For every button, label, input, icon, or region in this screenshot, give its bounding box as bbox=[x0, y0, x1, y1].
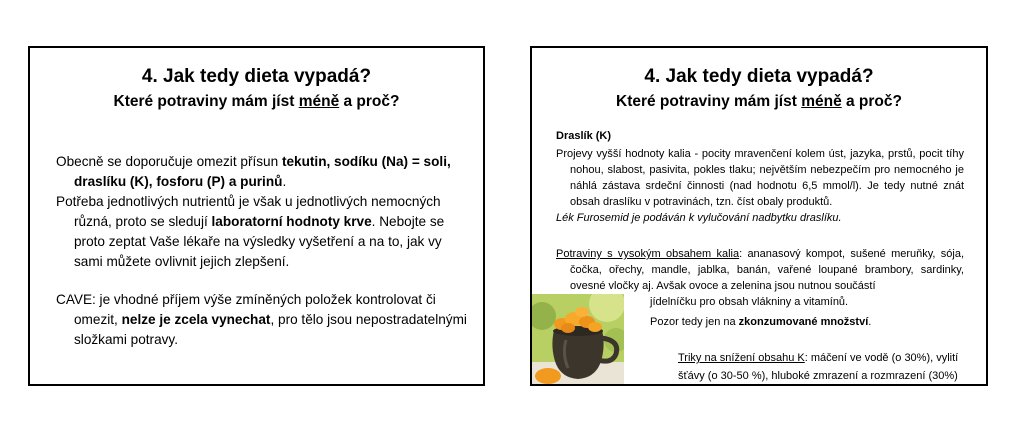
heading-text: Draslík (K) bbox=[556, 130, 612, 142]
paragraph-nutrients bbox=[56, 192, 468, 272]
subtitle-text-end: a proč? bbox=[339, 93, 400, 110]
bold-text: zkonzumované množství bbox=[738, 316, 869, 328]
slide-title: 4. Jak tedy dieta vypadá? bbox=[644, 66, 874, 87]
bold-text: laboratorní hodnoty krve bbox=[211, 214, 372, 229]
paragraph-furosemid bbox=[556, 210, 964, 226]
apricot-pot-image bbox=[532, 294, 624, 386]
italic-text: Lék Furosemid je podáván k vylučování nadbytku draslíku. bbox=[556, 212, 842, 224]
paragraph-symptoms bbox=[556, 146, 964, 210]
text: Obecně se doporučuje omezit přísun bbox=[56, 154, 282, 169]
slide-title: 4. Jak tedy dieta vypadá? bbox=[141, 66, 372, 87]
paragraph-restrictions bbox=[56, 152, 468, 192]
text: Potřeba jednotlivých nutrientů je však u jednotlivých nemocných různá, proto se sledují bbox=[56, 194, 441, 229]
subtitle-text-end: a proč? bbox=[841, 93, 902, 110]
paragraph-cave bbox=[56, 290, 468, 350]
subtitle-text: Které potraviny mám jíst bbox=[113, 93, 299, 110]
paragraph-tricks-continuation: šťávy (o 30-50 %), hluboké zmrazení a rozmrazení (30%) bbox=[678, 370, 958, 382]
apricot-pot-illustration bbox=[532, 294, 624, 386]
slide-subtitle bbox=[532, 93, 986, 111]
subtitle-text: Které potraviny mám jíst bbox=[616, 93, 802, 110]
paragraph-tricks bbox=[678, 350, 958, 366]
paragraph-high-potassium-foods bbox=[556, 246, 964, 294]
paragraph-warning bbox=[650, 314, 871, 330]
paragraph-continuation: jídelníčku pro obsah vlákniny a vitamínů. bbox=[650, 296, 849, 308]
text: : máčení ve vodě (o 30%), vylití bbox=[804, 352, 959, 364]
bold-text: nelze je zcela vynechat bbox=[121, 312, 271, 327]
text: Pozor tedy jen na bbox=[650, 316, 739, 328]
slide-right bbox=[530, 46, 988, 386]
slide-left bbox=[28, 46, 485, 386]
section-heading bbox=[556, 128, 964, 144]
text: . bbox=[868, 316, 872, 328]
underlined-text: Triky na snížení obsahu K bbox=[678, 352, 805, 364]
text: CAVE: je vhodné příjem výše zmíněných položek kontrolovat či omezit, bbox=[56, 292, 436, 327]
text: : ananasový kompot, sušené meruňky, sója, čočka, ořechy, mandle, jablka, banán, vařené loupané brambory, sardinky, ovesné vločky aj. Avšak ovoce a zelenina jsou nutnou součástí bbox=[570, 248, 964, 292]
bold-text: tekutin, sodíku (Na) = soli, draslíku (K), fosforu (P) a purinů bbox=[74, 154, 451, 189]
subtitle-underlined: méně bbox=[801, 93, 842, 110]
slide-subtitle bbox=[30, 93, 483, 111]
subtitle-underlined: méně bbox=[298, 93, 340, 110]
text: Projevy vyšší hodnoty kalia - pocity mravenčení kolem úst, jazyka, prstů, pocit tíhy nohou, slabost, pasivita, pokles tlaku; největším nebezpečím pro nemocného je náhlá zástava srdeční činnosti (nad hodnotu 6,5 mmol/l). Je tedy nutné znát obsah draslíku v potravinách, tzn. číst obaly produktů. bbox=[556, 148, 964, 208]
text: . Nebojte se proto zeptat Vaše lékaře na výsledky vyšetření a na to, jak vy sami můžete ovlivnit jejich zlepšení. bbox=[74, 214, 445, 269]
text: , pro tělo jsou nepostradatelnými složkami potravy. bbox=[74, 312, 467, 347]
underlined-text: Potraviny s vysokým obsahem kalia bbox=[556, 248, 740, 260]
text: . bbox=[282, 174, 287, 189]
